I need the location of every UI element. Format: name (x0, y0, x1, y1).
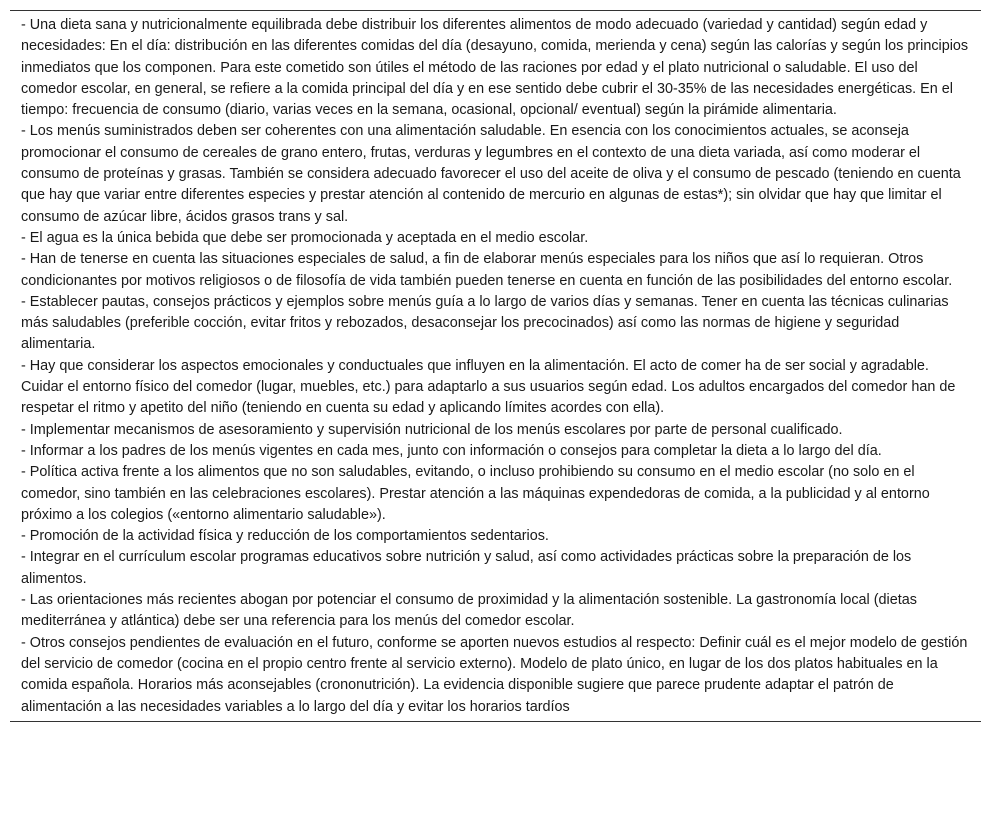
recommendation-curriculum: - Integrar en el currículum escolar programas educativos sobre nutrición y salud, así como actividades prácticas sobre la preparación de los alimentos. (21, 549, 912, 587)
table-cell (10, 11, 981, 721)
recommendation-healthy-menus: - Los menús suministrados deben ser coherentes con una alimentación saludable. En esencia con los conocimientos actuales, se aconseja promocionar el consumo de cereales de grano entero, frutas, verduras y legumbres en el contexto de una dieta variada, así como moderar el consumo de proteínas y grasas. También se considera adecuado favorecer el uso del aceite de oliva y el consumo de pescado (teniendo en cuenta que hay que variar entre diferentes especies y prestar atención al contenido de mercurio en algunas de estas*); sin olvidar que hay que limitar el consumo de azúcar libre, ácidos grasos trans y sal. (21, 123, 961, 225)
recommendation-water: - El agua es la única bebida que debe ser promocionada y aceptada en el medio escolar. (21, 229, 589, 246)
recommendation-physical-activity: - Promoción de la actividad física y reducción de los comportamientos sedentarios. (21, 528, 549, 545)
recommendation-future-advice: - Otros consejos pendientes de evaluación en el futuro, conforme se aporten nuevos estudios al respecto: Definir cuál es el mejor modelo de gestión del servicio de comedor (cocina en el propio centro frente al servicio externo). Modelo de plato único, en lugar de los dos platos habituales en la comida española. Horarios más aconsejables (crononutrición). La evidencia disponible sugiere que parece prudente adaptar el patrón de alimentación a las necesidades variables a lo largo del día y evitar los horarios tardíos (21, 634, 968, 715)
recommendation-inform-parents: - Informar a los padres de los menús vigentes en cada mes, junto con información o consejos para completar la dieta a lo largo del día. (21, 442, 882, 459)
recommendation-guidelines: - Establecer pautas, consejos prácticos y ejemplos sobre menús guía a lo largo de varios días y semanas. Tener en cuenta las técnicas culinarias más saludables (preferible cocción, evitar fritos y rebozados, desaconsejar los precocinados) así como las normas de higiene y seguridad alimentaria. (21, 293, 949, 353)
recommendation-emotional: - Hay que considerar los aspectos emocionales y conductuales que influyen en la alimentación. El acto de comer ha de ser social y agradable. Cuidar el entorno físico del comedor (lugar, muebles, etc.) para adaptarlo a sus usuarios según edad. Los adultos encargados del comedor han de respetar el ritmo y apetito del niño (teniendo en cuenta su edad y aplicando límites acordes con ella). (21, 357, 956, 417)
recommendation-unhealthy-food-policy: - Política activa frente a los alimentos que no son saludables, evitando, o incluso prohibiendo su consumo en el medio escolar (no solo en el comedor, sino también en las celebraciones escolares). Prestar atención a las máquinas expendedoras de comida, a la publicidad y al entorno próximo a los colegios («entorno alimentario saludable»). (21, 464, 930, 523)
recommendation-balanced-diet: - Una dieta sana y nutricionalmente equilibrada debe distribuir los diferentes alimentos de modo adecuado (variedad y cantidad) según edad y necesidades: En el día: distribución en las diferentes comidas del día (desayuno, comida, merienda y cena) según las calorías y según los principios inmediatos que los componen. Para este cometido son útiles el método de las raciones por edad y el plato nutricional o saludable. El uso del comedor escolar, en general, se refiere a la comida principal del día y en ese sentido debe cubrir el 30-35% de las necesidades energéticas. En el tiempo: frecuencia de consumo (diario, varias veces en la semana, ocasional, opcional/ eventual) según la pirámide alimentaria. (21, 17, 969, 119)
recommendation-special-health: - Han de tenerse en cuenta las situaciones especiales de salud, a fin de elaborar menús especiales para los niños que así lo requieran. Otros condicionantes por motivos religiosos o de filosofía de vida también pueden tenerse en cuenta en función de las posibilidades del entorno escolar. (21, 251, 953, 289)
recommendation-sustainability: - Las orientaciones más recientes abogan por potenciar el consumo de proximidad y la alimentación sostenible. La gastronomía local (dietas mediterránea y atlántica) debe ser una referencia para los menús del comedor escolar. (21, 592, 917, 630)
recommendation-supervision: - Implementar mecanismos de asesoramiento y supervisión nutricional de los menús escolares por parte de personal cualificado. (21, 421, 843, 438)
recommendations-table (10, 10, 981, 722)
